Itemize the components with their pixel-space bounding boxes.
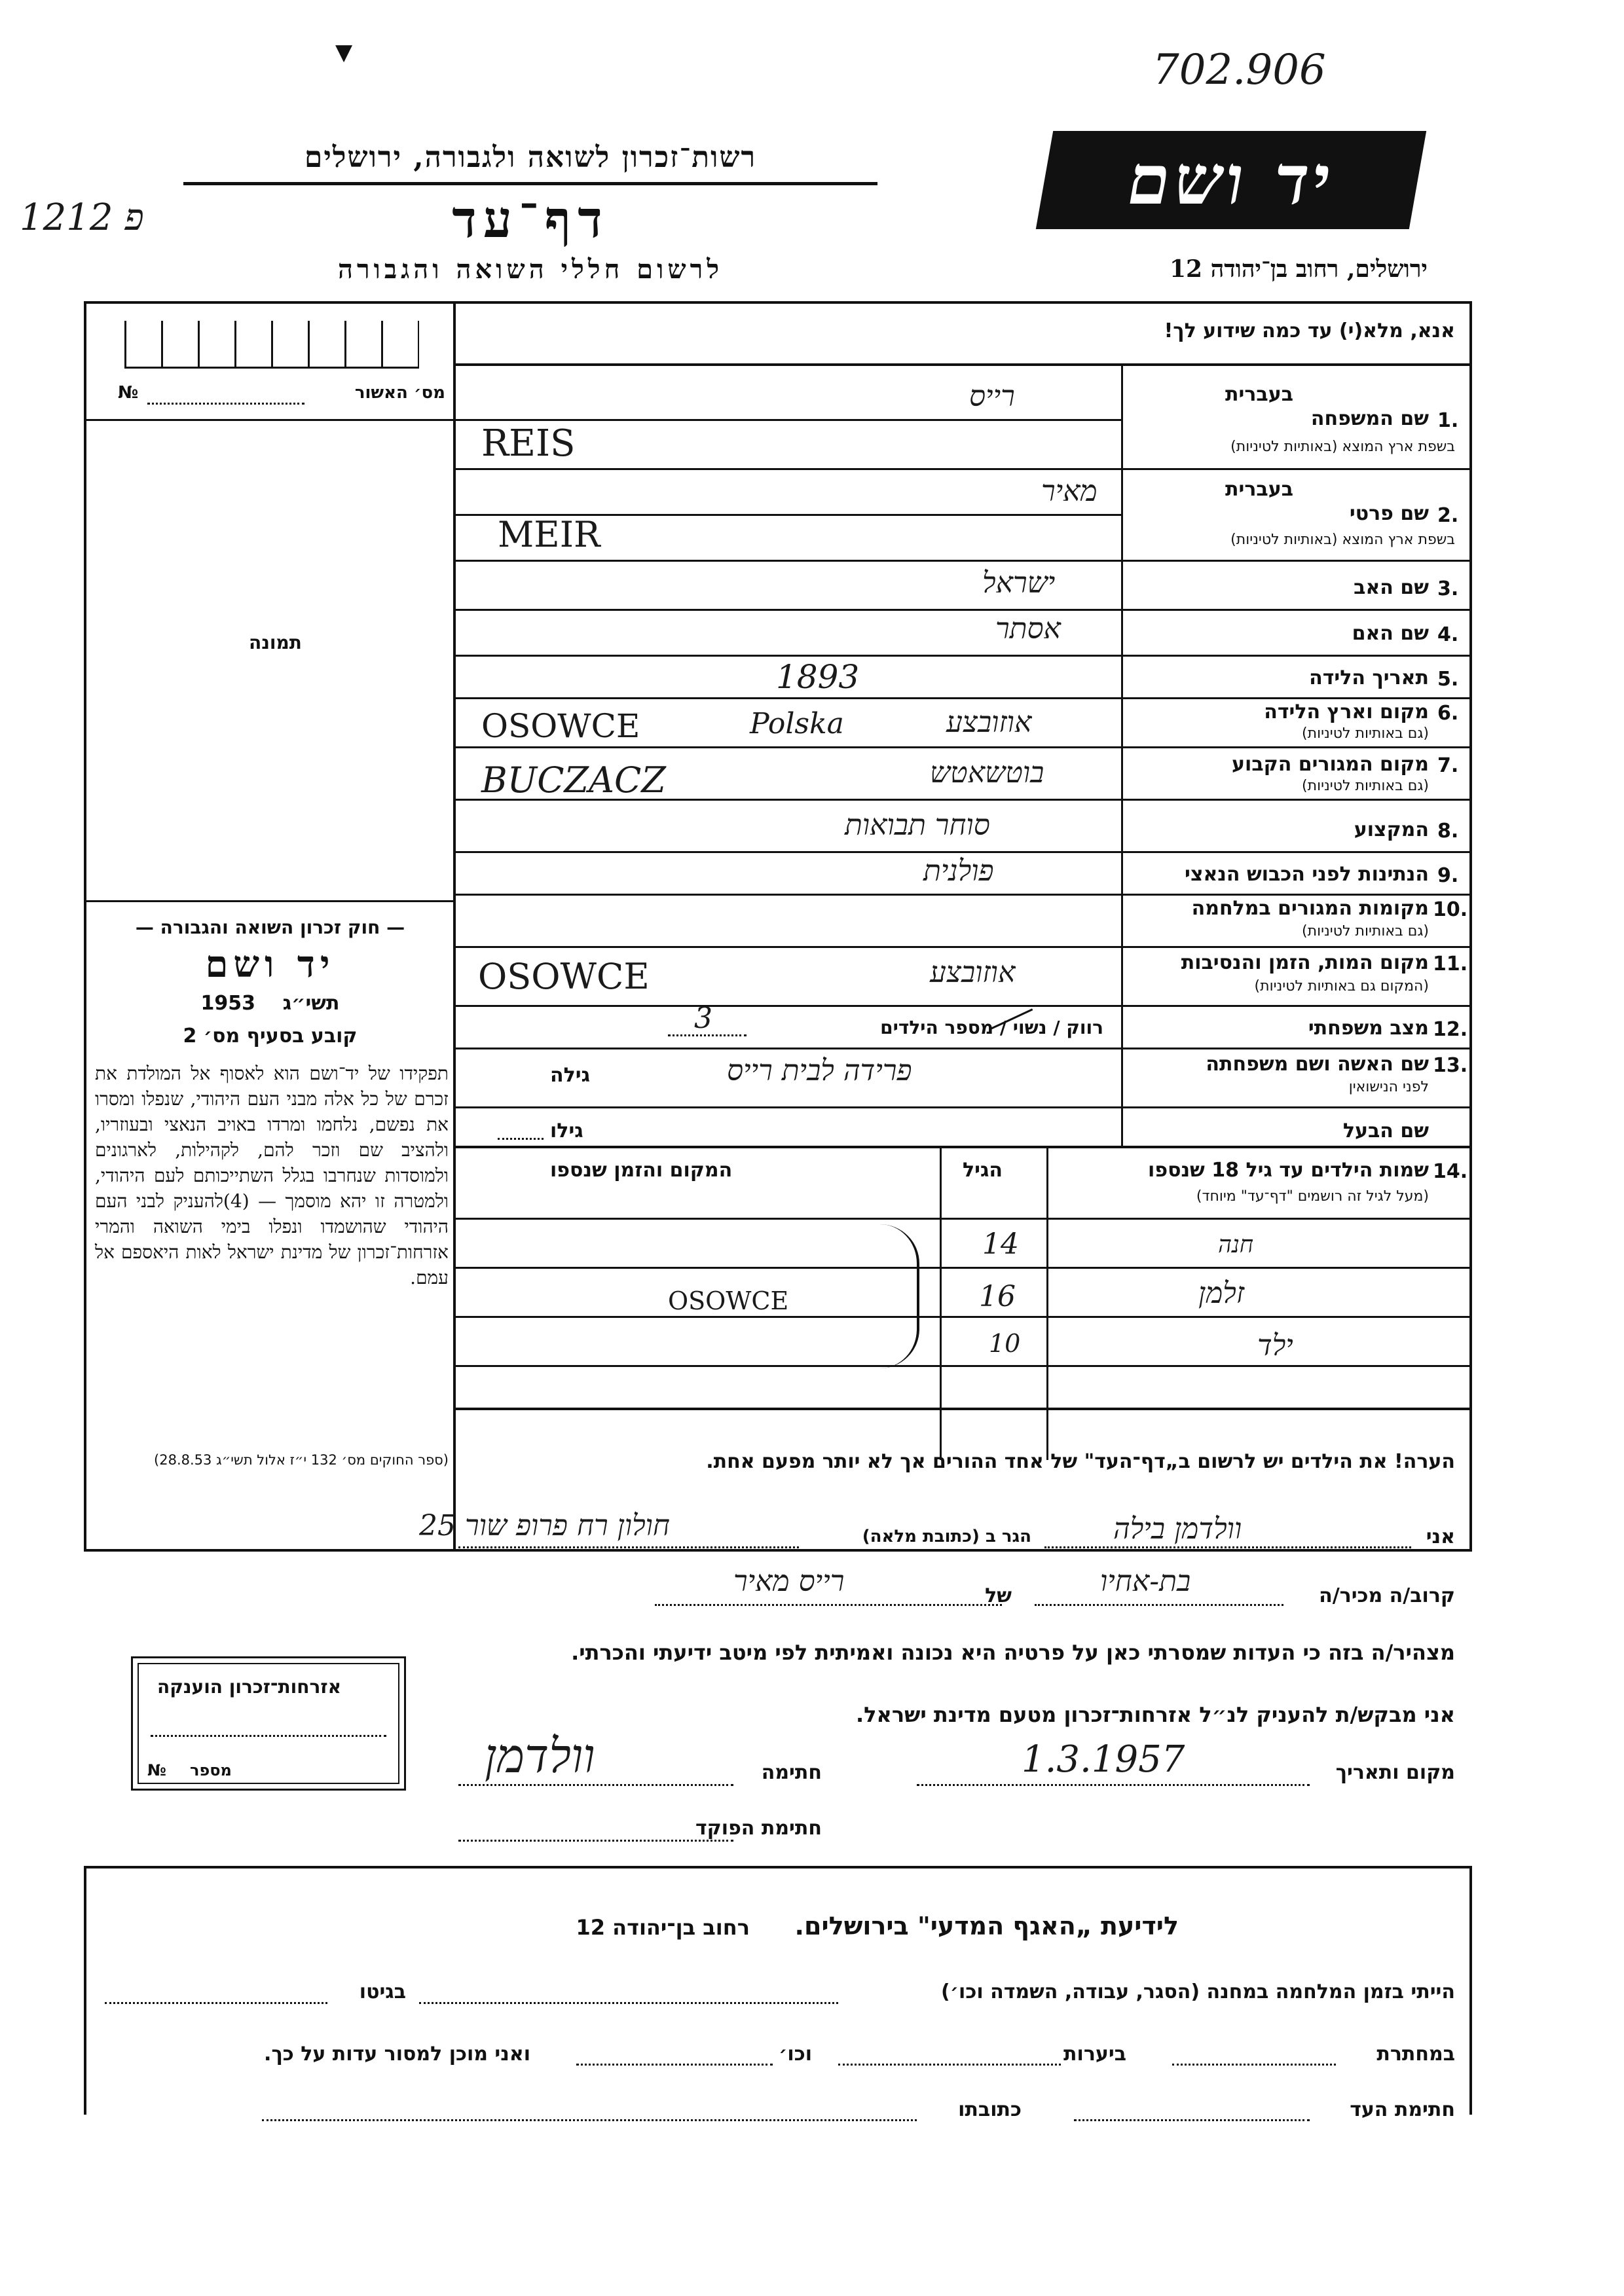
footer-camp-label: הייתי בזמן המלחמה במחנה (הסגר, עבודה, השמדה וכו׳) [941,1980,1455,2003]
husband-label: שם הבעל [1342,1120,1429,1142]
footer-right-line [1469,1866,1472,2115]
declarant-name-value: וולדמן בילה [1113,1512,1242,1546]
form-title: דף־עד [452,190,609,249]
field-11-hebrew-value: אוזובצע [930,956,1016,989]
children-header-names: שמות הילדים עד גיל 18 שנספו [1148,1159,1429,1182]
footer-witness-sig-label: חתימת העד [1350,2098,1455,2121]
child-1-name: חנה [1218,1231,1254,1258]
field-7-latin-value: BUCZACZ [481,759,666,801]
field-13-value: פרידה לבית רייס [727,1054,912,1087]
place-date-dots [917,1784,1310,1786]
signature-dots [458,1784,733,1786]
footer-camp-dots [419,2002,838,2004]
cert-number-mark: № [118,383,139,403]
children-header-age: הגיל [963,1159,1003,1182]
cert-number-label: מס׳ האשור [354,383,445,403]
field-1-latin-value: REIS [481,422,576,465]
field-8-number: 8. [1437,820,1459,843]
field-12-options: רווק / נשוי / מספר הילדים [880,1017,1103,1038]
child-2-name: זלמן [1198,1277,1245,1310]
relation-label: קרוב/ה מכיר/ה [1319,1584,1455,1607]
law-year [92,992,449,1015]
place-date-label: מקום ותאריך [1335,1761,1455,1784]
child-3-name: ילד [1257,1329,1293,1362]
form-subtitle: לרשום חללי השואה והגבורה [337,254,724,285]
field-5-label: תאריך הלידה [1309,666,1429,689]
footer-ghetto-dots [105,2002,327,2004]
footer-left-line [84,1866,86,2115]
children-brace [877,1224,919,1368]
left-panel-divider [453,301,456,1552]
row-line-4 [453,655,1472,657]
children-header-note: (מעל לגיל זה רושמים "דף־עד" מיוחד) [1196,1188,1429,1205]
row-line-12 [453,1048,1472,1049]
declarant-resident-label: הגר ב (כתובת מלאה) [862,1527,1031,1546]
cert-number-dots [147,403,304,405]
law-year-num: 1953 [200,992,255,1015]
cert-row-divider [84,419,454,421]
children-number: 14. [1433,1160,1468,1183]
field-3-label: שם האב [1354,576,1429,599]
field-10-number: 10. [1433,898,1468,921]
field-11-latin-value: OSOWCE [478,956,650,997]
children-row-line-2 [453,1316,1472,1318]
footer-testimony-label: ואני מוכן למסור עדות על כך. [264,2043,530,2066]
row-line-3 [453,609,1472,611]
law-reference: (ספר החוקים מס׳ 132 י״ז אלול תשי״ג 28.8.53) [154,1452,449,1468]
children-col-age-left [940,1146,942,1460]
field-9-label: הנתינות לפני הכבוש הנאצי [1185,863,1429,886]
date-value: 1.3.1957 [1022,1738,1185,1781]
row-line-husband [453,1146,1472,1148]
request-text: אני מבקש/ת להעניק לנ״ל אזרחות־זכרון מטעם מדינת ישראל. [856,1702,1455,1727]
grant-box-number-label: מספר [190,1761,232,1779]
field-1-sub: בשפת ארץ המוצא (באותיות לטיניות) [1230,439,1455,455]
field-2-latin-value: MEIR [498,514,600,555]
children-col-age-right [1046,1146,1048,1460]
org-line: רשות־זכרון לשואה ולגבורה, ירושלים [304,141,757,174]
field-3-number: 3. [1437,577,1459,600]
field-13-number: 13. [1433,1054,1468,1077]
field-7-label: מקום המגורים הקבוע [1232,753,1429,776]
officer-dots [458,1840,733,1842]
field-13-label: שם האשה ושם משפחתה [1206,1053,1429,1076]
signature-value: וולדמן [485,1728,595,1783]
row-line-10 [453,946,1472,948]
field-2-label: שם פרטי [1349,502,1429,525]
field-3-value: ישראל [982,566,1056,600]
of-label: של [985,1584,1012,1607]
yad-vashem-logo: יד ושם [1036,131,1426,229]
child-1-age: 14 [982,1228,1019,1261]
field-4-label: שם האם [1352,622,1429,645]
field-12-children-value: 3 [694,1002,712,1035]
child-3-age: 10 [989,1329,1021,1358]
declarant-address-dots [458,1546,799,1548]
declaration-text: מצהיר/ה בזה כי העדות שמסרתי כאן על פרטיה היא נכונה ואמיתית לפי מיטב ידיעתי והכרתי. [571,1640,1455,1665]
husband-age-dots [498,1138,544,1140]
intro-instruction: אנא, מלא(י) עד כמה שידוע לך! [1164,319,1455,342]
field-6-label: מקום וארץ הלידה [1264,701,1429,723]
photo-divider [84,900,454,902]
field-6-latin-value: OSOWCE [481,707,640,745]
row-line-6 [453,746,1472,748]
field-5-number: 5. [1437,668,1459,691]
relation-value: בת-אחיו [1100,1565,1191,1598]
signature-label: חתימה [761,1761,822,1784]
law-title: — חוק זכרון השואה והגבורה — [135,917,405,938]
law-year-heb: תשי״ג [282,992,340,1015]
field-2-number: 2. [1437,504,1459,527]
field-6-hebrew-value: אוזובצע [946,706,1032,739]
grant-box-title: אזרחות־זכרון הוענקה [157,1676,341,1698]
footer-witness-sig-dots [1074,2119,1310,2121]
footer-title: לידיעת „האגף המדעי" בירושלים. [794,1912,1179,1941]
grant-box-number-mark: № [147,1761,166,1779]
org-underline [183,182,877,185]
declarant-address-value: חולון רח פרופ שור 25 [419,1509,670,1542]
law-clause: קובע בסעיף מס׳ 2 [183,1025,358,1048]
field-4-number: 4. [1437,623,1459,646]
field-1-in-hebrew: בעברית [1225,383,1293,406]
field-6-number: 6. [1437,702,1459,725]
archive-number: 702.906 [1153,46,1326,94]
footer-underground-label: במחתרת [1376,2043,1455,2066]
field-10-label: מקומות המגורים במלחמה [1191,897,1429,920]
field-1-hebrew-value: רייס [969,380,1015,413]
field-7-number: 7. [1437,754,1459,777]
officer-label: חתימת הפוקד [695,1817,822,1840]
field-7-sub: (גם באותיות לטיניות) [1302,778,1429,794]
law-text: תפקידו של יד־ושם הוא לאסוף אל המולדת את זכרם של כל אלה מבני העם היהודי, שנפלו ומסרו את נפשם, נלחמו ומרדו באויב הנאצי ובעוזריו, ולהציב שם וזכר להם, לקהילות, לארגונים ולמוסדות שנחרבו בגלל השתייכותם לעם היהודי, ולמטרה זו יהא מוסמך — (4)להעניק לבני העם היהודי שהושמדו ונפלו בימי השואה והמרי אזרחות־זכרון של מדינת ישראל לאות היאספם אל עמם. [95,1063,449,1288]
row-line-11 [453,1005,1472,1007]
field-11-label: מקום המות, הזמן והנסיבות [1181,951,1429,974]
note-text: הערה! את הילדים יש לרשום ב„דף־העד" של אחד ההורים אך לא יותר מפעם אחת. [706,1450,1455,1473]
field-2-sub: בשפת ארץ המוצא (באותיות לטיניות) [1230,532,1455,548]
law-name: יד ושם [205,943,335,986]
of-dots [655,1604,1002,1606]
row-line-1a [453,419,1121,421]
grant-box-dots-1 [151,1735,386,1737]
footer-top-line [84,1866,1472,1868]
children-header-place: המקום והזמן שנספו [550,1159,733,1182]
header-address: ירושלים, רחוב בן־יהודה 12 [1169,255,1428,283]
field-7-hebrew-value: בוטשאטש [930,756,1044,790]
declarant-name-dots [1044,1546,1411,1548]
row-line-2 [453,560,1472,562]
field-5-value: 1893 [776,658,860,696]
wife-age-label: גילה [550,1064,590,1087]
margin-mark: 1212 פ [20,196,144,239]
field-1-number: 1. [1437,409,1459,432]
footer-underground-dots [1172,2064,1336,2066]
field-6-sub: (גם באותיות לטיניות) [1302,725,1429,742]
field-8-value: סוחר תבואות [845,809,990,842]
photo-label: תמונה [249,632,302,653]
children-place: OSOWCE [668,1286,789,1315]
field-6-country-value: Polska [750,707,844,740]
field-9-value: פולנית [923,854,994,888]
field-1-label: שם המשפחה [1310,407,1429,430]
children-row-line-1 [453,1267,1472,1269]
children-header-line [453,1218,1472,1220]
field-11-number: 11. [1433,953,1468,975]
field-4-value: אסתר [995,612,1061,646]
footer-address-dots [262,2119,917,2121]
child-2-age: 16 [979,1280,1016,1313]
field-12-label: מצב משפחתי [1308,1017,1429,1040]
row-line-9 [453,894,1472,896]
field-10-sub: (גם באותיות לטיניות) [1302,923,1429,939]
field-11-sub: (המקום גם באותיות לטיניות) [1254,978,1429,994]
field-2-in-hebrew: בעברית [1225,478,1293,501]
row-line-1 [453,468,1472,470]
field-8-label: המקצוע [1354,818,1429,841]
field-9-number: 9. [1437,864,1459,887]
of-value: רייס מאיר [733,1565,845,1598]
footer-etc-label: וכו׳ [779,2043,812,2066]
footer-address: רחוב בן־יהודה 12 [576,1915,750,1940]
declarant-i-label: אני [1426,1525,1455,1548]
children-table-bottom [453,1408,1472,1410]
footer-forests-dots [838,2064,1061,2066]
field-12-number: 12. [1433,1018,1468,1041]
field-2-hebrew-value: מאיר [1041,475,1098,508]
footer-ghetto-label: בגיטו [359,1980,406,2003]
husband-age-label: גילו [550,1120,583,1142]
label-column-divider [1121,363,1123,1146]
children-row-line-3 [453,1365,1472,1367]
footer-address-label: כתובתו [958,2098,1022,2121]
intro-divider [453,363,1472,366]
relation-dots [1035,1604,1283,1606]
tick-mark: ▼ [335,39,353,65]
row-line-13 [453,1106,1472,1108]
footer-forests-label: ביערות [1063,2043,1126,2066]
row-line-5 [453,697,1472,699]
footer-etc-dots [576,2064,773,2066]
cert-digit-boxes [124,321,419,369]
field-13-sub: לפני הנישואין [1348,1079,1429,1095]
row-line-8 [453,851,1472,853]
